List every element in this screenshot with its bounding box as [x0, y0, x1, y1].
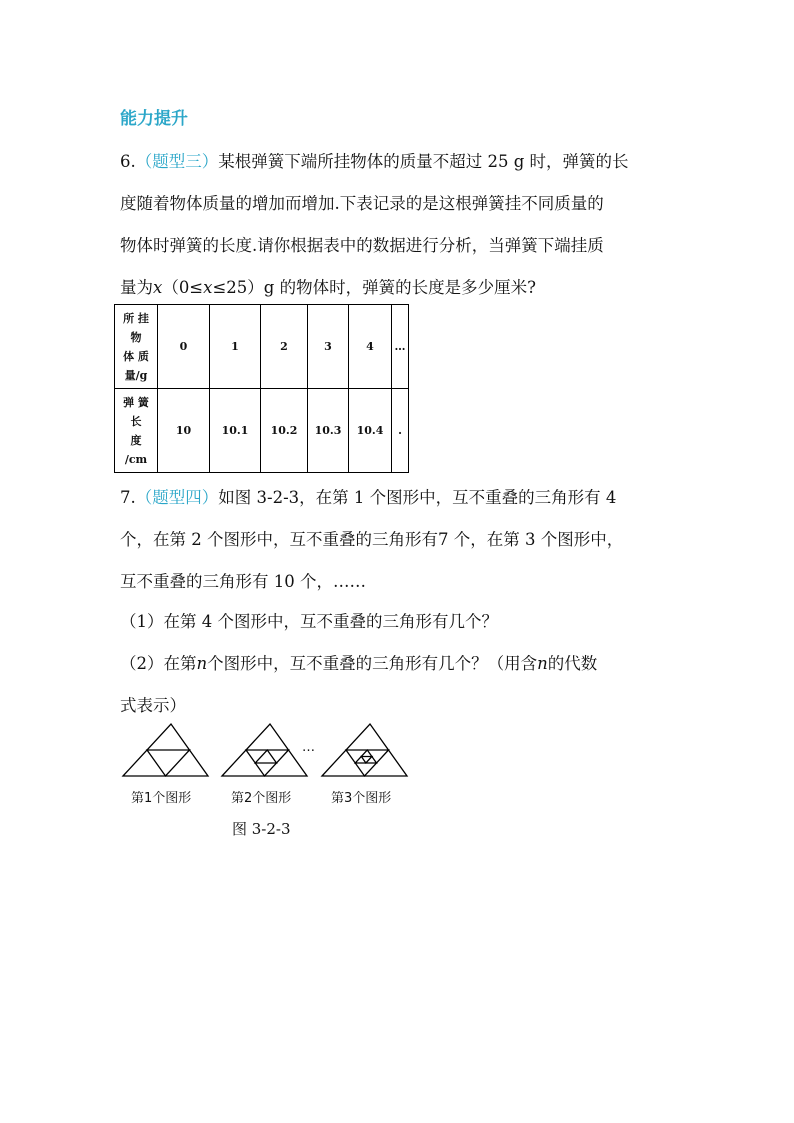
var-n-2: n	[537, 654, 548, 673]
var-x: x	[153, 278, 163, 297]
table-cell: 10.4	[349, 389, 392, 473]
table-row-mass	[115, 305, 409, 389]
q7-sub2-c: 的代数	[547, 654, 598, 673]
table-cell: .	[392, 389, 409, 473]
var-x-2: x	[203, 278, 213, 297]
table-cell: 1	[210, 305, 261, 389]
header-length-1: 弹 簧	[123, 395, 149, 409]
var-n: n	[196, 654, 208, 673]
header-mass-3: 体 质	[123, 349, 149, 363]
table-cell: 4	[349, 305, 392, 389]
table-cell: …	[392, 305, 409, 389]
table-row-length	[115, 389, 409, 473]
header-length-4: /cm	[124, 452, 148, 466]
triangle-figure	[118, 720, 448, 782]
figure-ellipsis: …	[302, 740, 315, 755]
q6-line-1	[120, 148, 629, 172]
q7-sub-2	[120, 650, 597, 674]
figure-caption-1: 第1个图形	[131, 791, 192, 806]
table-header-mass	[115, 305, 158, 389]
q6-text-1: 某根弹簧下端所挂物体的质量不超过 25 g 时，弹簧的长	[218, 152, 629, 171]
q7-sub2-b: 个图形中，互不重叠的三角形有几个？（用含	[207, 654, 538, 673]
table-header-length	[115, 389, 158, 473]
q6-line4-a: 量为	[120, 278, 153, 297]
q6-line4-b: （0≤	[162, 278, 204, 297]
table-cell: 0	[158, 305, 210, 389]
header-length-3: 度	[130, 433, 142, 447]
table-cell: 10.3	[308, 389, 349, 473]
q7-line-1	[120, 484, 616, 508]
q7-line-3: 互不重叠的三角形有 10 个，……	[120, 572, 366, 591]
q7-line-2: 个，在第 2 个图形中，互不重叠的三角形有7 个，在第 3 个图形中，	[120, 530, 624, 549]
q7-sub-1: （1）在第 4 个图形中，互不重叠的三角形有几个？	[120, 612, 498, 631]
q7-text-1: 如图 3-2-3，在第 1 个图形中，互不重叠的三角形有 4	[218, 488, 617, 507]
q7-tag: （题型四）	[135, 488, 219, 507]
table-cell: 10.2	[261, 389, 308, 473]
figure-caption-3: 第3个图形	[331, 791, 392, 806]
q6-number: 6.	[120, 152, 136, 171]
q6-tag: （题型三）	[135, 152, 219, 171]
table-cell: 10	[158, 389, 210, 473]
figure-caption-2: 第2个图形	[231, 791, 292, 806]
figure-title: 图 3-2-3	[232, 820, 291, 838]
header-mass-1: 所 挂	[123, 311, 149, 325]
triangle-figure-1	[123, 724, 208, 776]
table-cell: 2	[261, 305, 308, 389]
q7-number: 7.	[120, 488, 136, 507]
table-cell: 3	[308, 305, 349, 389]
header-mass-4: 量/g	[124, 368, 148, 382]
section-title: 能力提升	[120, 109, 188, 129]
header-mass-2: 物	[130, 330, 142, 344]
header-length-2: 长	[130, 414, 142, 428]
triangle-figure-3	[322, 724, 407, 776]
q7-sub2-a: （2）在第	[120, 654, 197, 673]
q6-line-4	[120, 274, 536, 298]
table-cell: 10.1	[210, 389, 261, 473]
q6-line-3: 物体时弹簧的长度.请你根据表中的数据进行分析，当弹簧下端挂质	[120, 236, 604, 255]
spring-table	[114, 304, 409, 473]
q6-line-2: 度随着物体质量的增加而增加.下表记录的是这根弹簧挂不同质量的	[120, 194, 604, 213]
q6-line4-c: ≤25）g 的物体时，弹簧的长度是多少厘米?	[212, 278, 536, 297]
q7-sub-2-line-2: 式表示）	[120, 696, 186, 715]
triangle-figure-2	[222, 724, 307, 776]
